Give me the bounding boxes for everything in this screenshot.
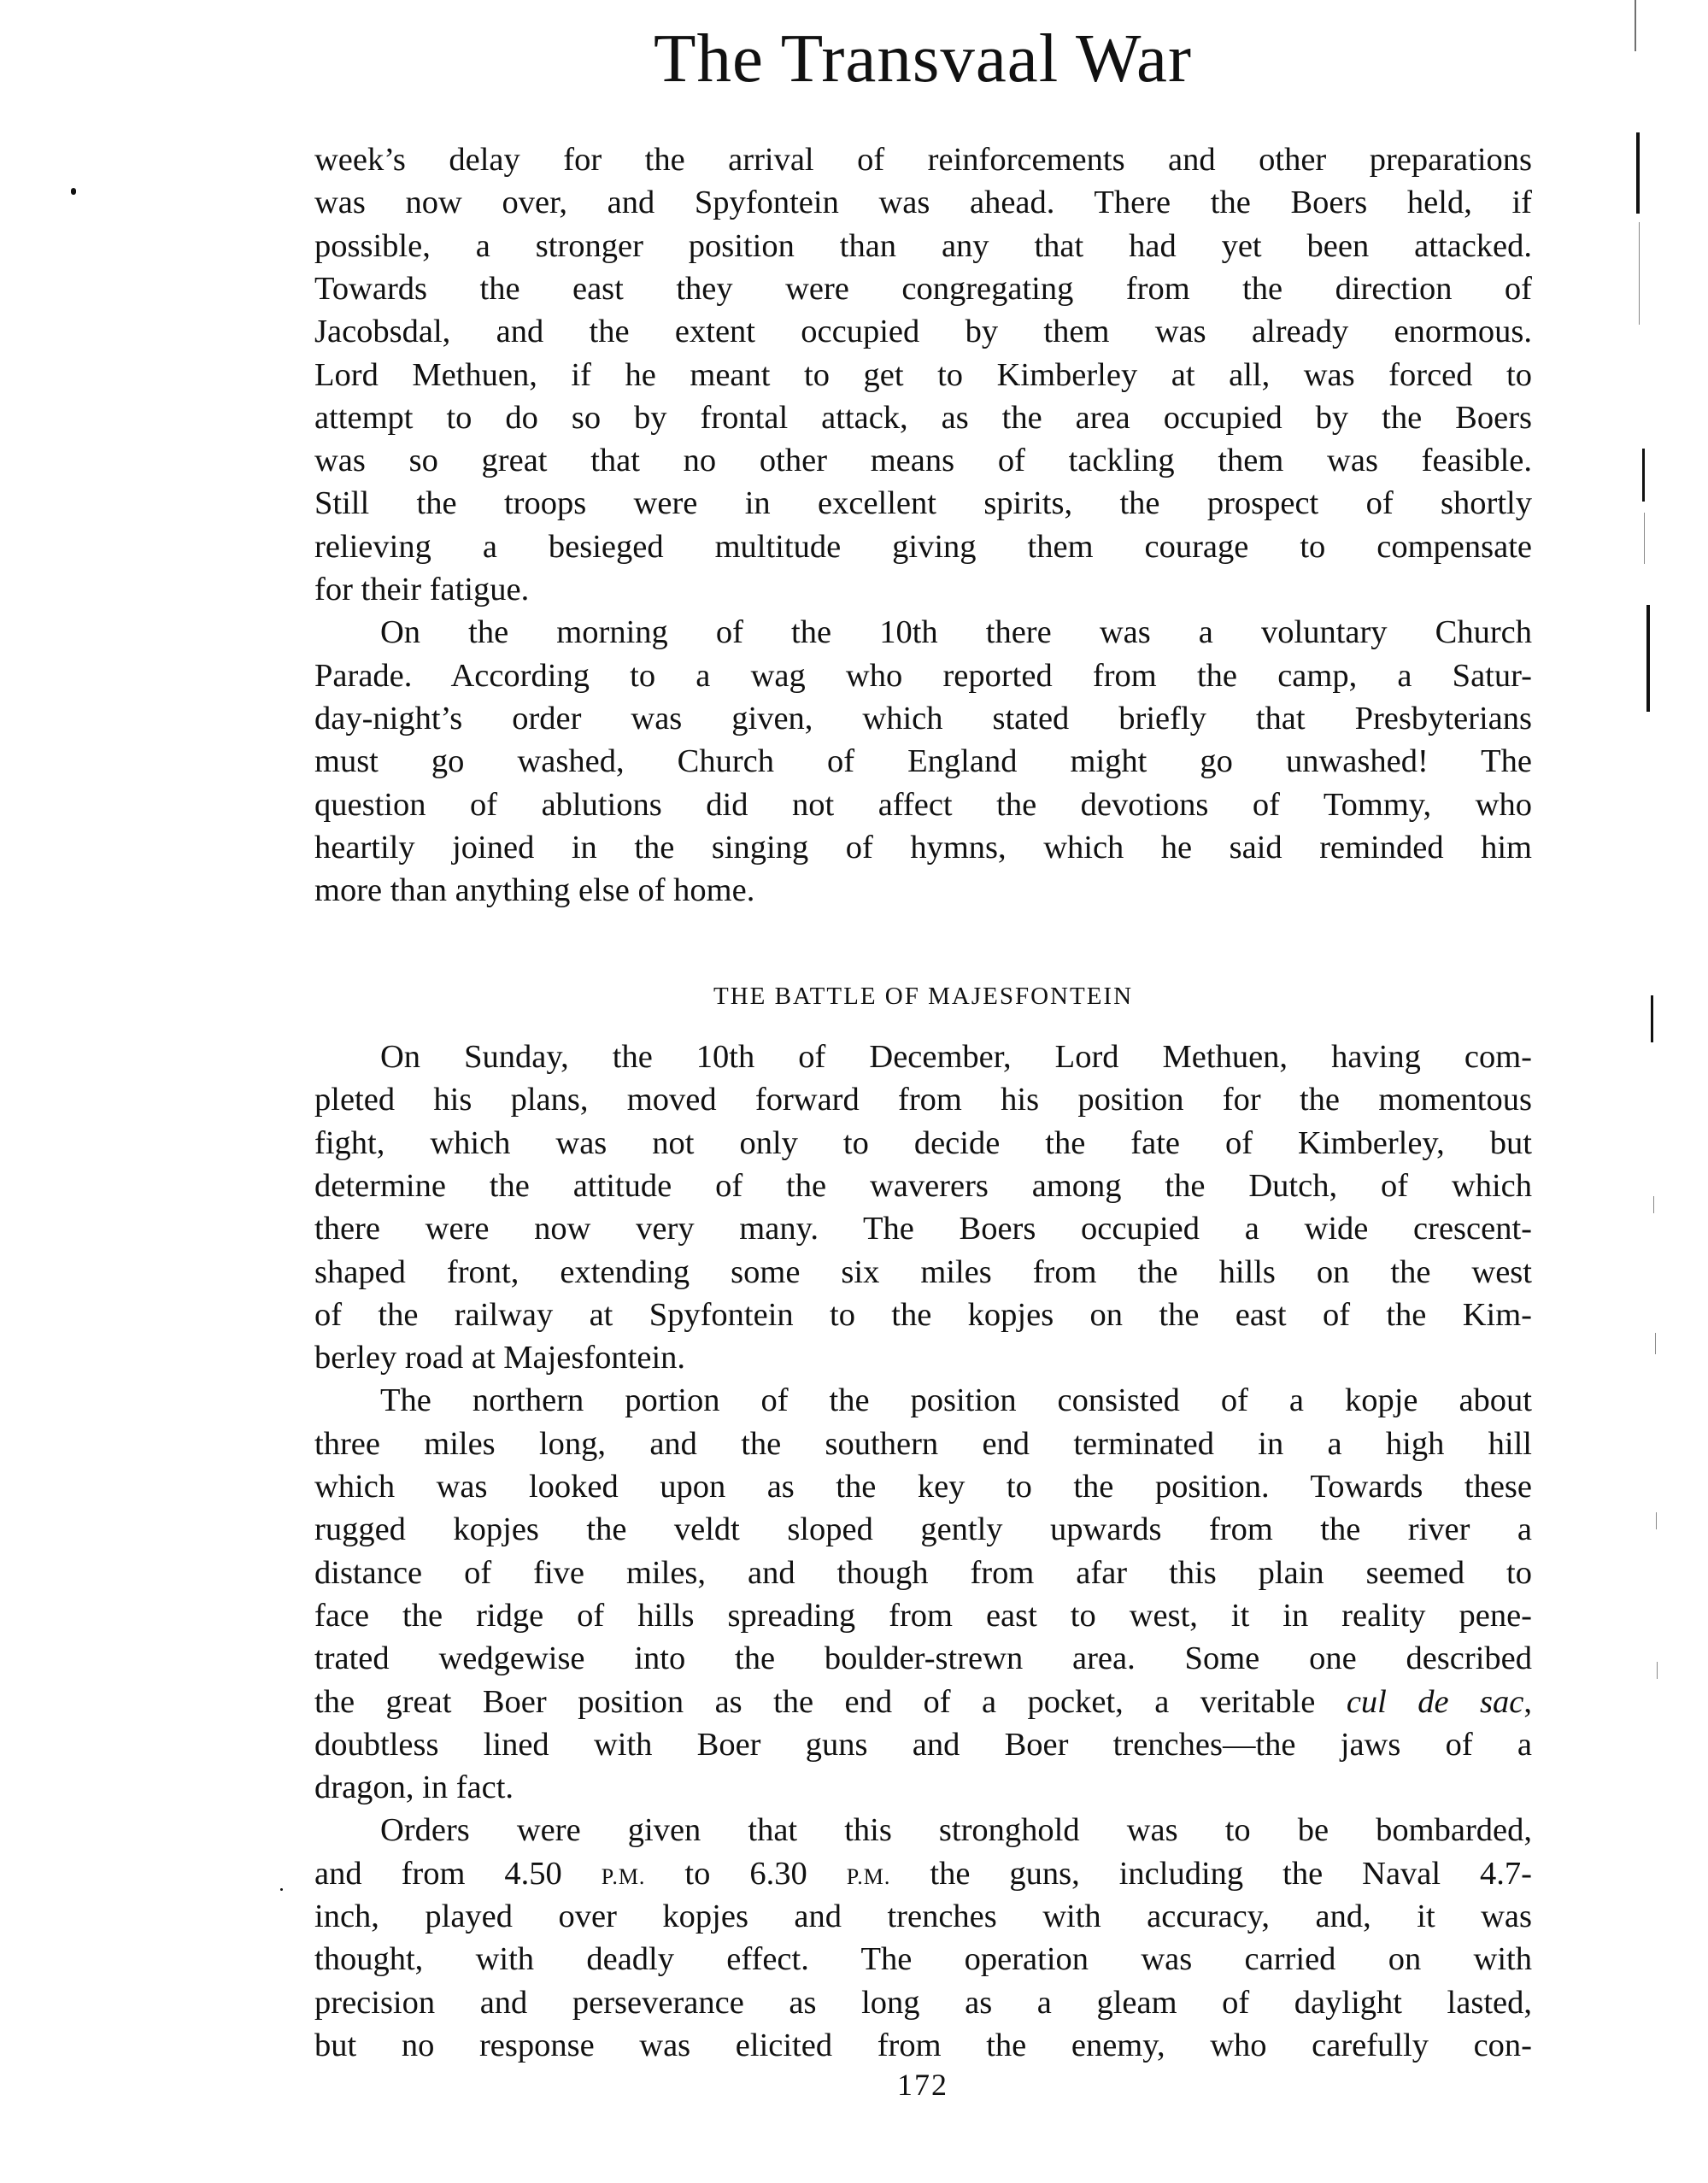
text-line: inch, played over kopjes and trenches with accuracy, and, it was xyxy=(314,1898,1532,1934)
scan-edge-mark xyxy=(1639,222,1640,325)
scan-speck xyxy=(280,1888,283,1891)
scan-edge-mark xyxy=(1635,0,1636,51)
scan-edge-mark xyxy=(1651,995,1653,1042)
text-line: Jacobsdal, and the extent occupied by them was already enormous. xyxy=(314,314,1532,350)
text-line: berley road at Majesfontein. xyxy=(314,1340,686,1376)
text-line: there were now very many. The Boers occupied a wide crescent- xyxy=(314,1211,1532,1247)
scan-edge-mark xyxy=(1644,513,1645,564)
text-line: Orders were given that this stronghold was to be bombarded, xyxy=(380,1812,1532,1849)
scan-edge-mark xyxy=(1656,1512,1657,1529)
text-line: more than anything else of home. xyxy=(314,872,755,909)
text-line: but no response was elicited from the enemy, who carefully con- xyxy=(314,2027,1532,2063)
text-line: face the ridge of hills spreading from east to west, it in reality pene- xyxy=(314,1597,1532,1634)
scan-edge-mark xyxy=(1636,132,1640,214)
text-line: of the railway at Spyfontein to the kopjes on the east of the Kim- xyxy=(314,1296,1532,1333)
text-line: week’s delay for the arrival of reinforcements and other preparations xyxy=(314,142,1532,178)
text-line: was so great that no other means of tackling them was feasible. xyxy=(314,443,1532,479)
text-line: must go washed, Church of England might go unwashed! The xyxy=(314,743,1532,780)
text-line: shaped front, extending some six miles from the hills on the west xyxy=(314,1253,1532,1290)
text-line: Lord Methuen, if he meant to get to Kimberley at all, was forced to xyxy=(314,356,1532,393)
scan-edge-mark xyxy=(1646,605,1650,712)
page-number: 172 xyxy=(897,2068,948,2102)
text-line: doubtless lined with Boer guns and Boer trenches—the jaws of a xyxy=(314,1726,1532,1763)
scan-edge-mark xyxy=(1657,1662,1658,1679)
text-line: determine the attitude of the waverers among the Dutch, of which xyxy=(314,1167,1532,1204)
text-line: dragon, in fact. xyxy=(314,1769,514,1806)
text-line: precision and perseverance as long as a gleam of daylight lasted, xyxy=(314,1984,1532,2021)
text-line: pleted his plans, moved forward from his position for the momentous xyxy=(314,1082,1532,1118)
text-line: possible, a stronger position than any that had yet been attacked. xyxy=(314,227,1532,264)
text-line: Towards the east they were congregating from the direction of xyxy=(314,270,1532,307)
text-line: Parade. According to a wag who reported from the camp, a Satur- xyxy=(314,657,1532,694)
text-line: relieving a besieged multitude giving them courage to compensate xyxy=(314,528,1532,565)
text-line: distance of five miles, and though from afar this plain seemed to xyxy=(314,1554,1532,1591)
text-line: On the morning of the 10th there was a voluntary Church xyxy=(380,614,1532,651)
text-line: attempt to do so by frontal attack, as the area occupied by the Boers xyxy=(314,399,1532,436)
text-line: three miles long, and the southern end terminated in a high hill xyxy=(314,1425,1532,1462)
text-line: was now over, and Spyfontein was ahead. There the Boers held, if xyxy=(314,185,1532,221)
small-caps-time: P.M. xyxy=(846,1863,891,1889)
scan-speck xyxy=(71,188,76,195)
text-line: The northern portion of the position consisted of a kopje about xyxy=(380,1382,1532,1419)
text-line: question of ablutions did not affect the devotions of Tommy, who xyxy=(314,786,1532,823)
running-head-title: The Transvaal War xyxy=(654,20,1192,97)
small-caps-time: P.M. xyxy=(601,1863,646,1889)
text-line: which was looked upon as the key to the position. Towards these xyxy=(314,1469,1532,1505)
text-line: day-night’s order was given, which stated briefly that Presbyterians xyxy=(314,700,1532,736)
scan-edge-mark xyxy=(1653,1196,1654,1213)
scan-edge-mark xyxy=(1655,1333,1656,1354)
text-line: for their fatigue. xyxy=(314,572,530,607)
text-line: Still the troops were in excellent spirits, the prospect of shortly xyxy=(314,485,1532,522)
text-line: trated wedgewise into the boulder-strewn area. Some one described xyxy=(314,1640,1532,1677)
text-line: fight, which was not only to decide the fate of Kimberley, but xyxy=(314,1124,1532,1161)
text-line: heartily joined in the singing of hymns, which he said reminded him xyxy=(314,829,1532,866)
text-line: On Sunday, the 10th of December, Lord Methuen, having com- xyxy=(380,1039,1532,1075)
text-line: thought, with deadly effect. The operation was carried on with xyxy=(314,1941,1532,1978)
text-line: and from 4.50 P.M. to 6.30 P.M. the guns, including the Naval 4.7- xyxy=(314,1855,1532,1892)
text-line: rugged kopjes the veldt sloped gently upwards from the river a xyxy=(314,1511,1532,1548)
italic-phrase: cul de sac xyxy=(1346,1683,1524,1720)
scan-edge-mark xyxy=(1642,449,1645,502)
text-line: the great Boer position as the end of a pocket, a veritable cul de sac, xyxy=(314,1683,1532,1720)
section-heading: THE BATTLE OF MAJESFONTEIN xyxy=(713,983,1134,1010)
